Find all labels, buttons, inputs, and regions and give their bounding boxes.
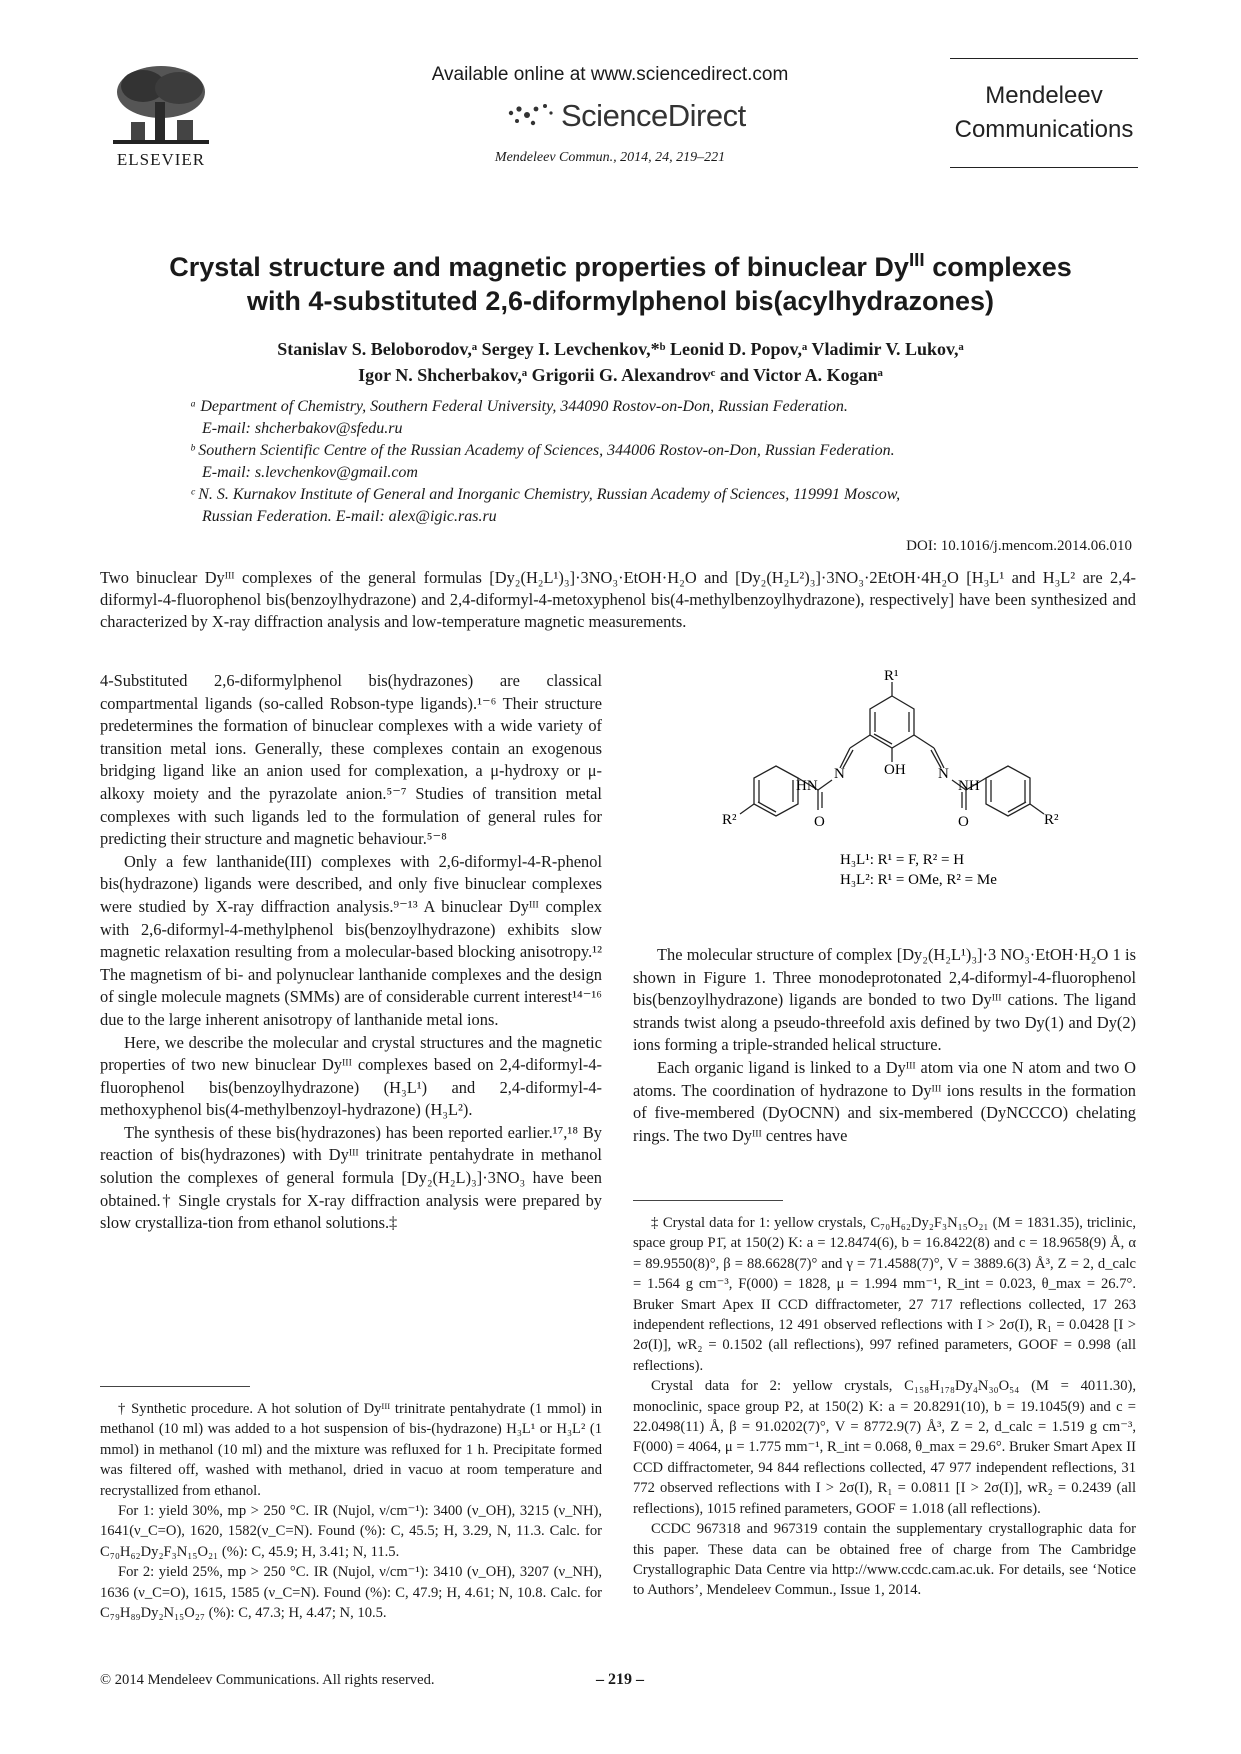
synthesis-footnote <box>100 1376 602 1623</box>
r2-left-label: R² <box>722 812 737 828</box>
body-paragraph-3: Here, we describe the molecular and crystal structures and the magnetic properties of two new binuclear Dyᴵᴵᴵ complexes based on 2,4-diformyl-4-fluorophenol bis(benzoylhydrazone) (H₃L¹) and 2,4-diformyl-4-methoxyphenol bis(4-methylbenzoyl-hydrazone) (H₃L²). <box>100 1032 602 1120</box>
journal-name-box <box>950 58 1138 168</box>
publisher-name: ELSEVIER <box>116 150 206 169</box>
sciencedirect-wordmark: ScienceDirect <box>561 98 746 133</box>
copyright-notice: © 2014 Mendeleev Communications. All rights reserved. <box>100 1672 435 1688</box>
title-line2: with 4-substituted 2,6-diformylphenol bis(acylhydrazones) <box>246 286 995 316</box>
body-paragraph-6: Each organic ligand is linked to a Dyᴵᴵᴵ atom via one N atom and two O atoms. The coordination of hydrazone to Dyᴵᴵᴵ ions results in the formation of five-membered (DyOCNN) and six-membered (DyNCCCO) chelating rings. The two Dyᴵᴵᴵ centres have <box>633 1057 1136 1145</box>
authors-line1: Stanislav S. Beloborodov,ᵃ Sergey I. Levchenkov,*ᵇ Leonid D. Popov,ᵃ Vladimir V. Lukov,ᵃ <box>277 339 964 359</box>
tree-icon <box>107 62 215 150</box>
journal-name-line1: Mendeleev <box>985 82 1103 109</box>
body-paragraph-4: The synthesis of these bis(hydrazones) has been reported earlier.¹⁷,¹⁸ By reaction of bis(hydrazones) with Dyᴵᴵᴵ trinitrate pentahydrate in methanol solution the complexes of general formula [Dy₂(H₂L)₃]·3NO₃ have been obtained.† Single crystals for X-ray diffraction analysis were prepared by slow crystalliza-tion from ethanol solutions.‡ <box>100 1122 602 1233</box>
body-paragraph-5: The molecular structure of complex [Dy₂(H₂L¹)₃]·3 NO₃·EtOH·H₂O 1 is shown in Figure 1. Three monodeprotonated 2,4-diformyl-4-fluorophenol bis(benzoylhydrazone) ligands are bonded to two Dyᴵᴵᴵ cations. The ligand strands twist along a pseudo-threefold axis defined by two Dy(1) and Dy(2) ions forming a triple-stranded helical structure. <box>633 945 1136 1055</box>
footnote-divider <box>100 1386 250 1387</box>
sciencedirect-dots-icon <box>505 101 557 131</box>
footnote-crystal-data-2: Crystal data for 2: yellow crystals, C₁₅₈H₁₇₈Dy₄N₃₀O₅₄ (M = 4011.30), monoclinic, space group P2, at 150(2) K: a = 20.8291(10), b = 19.1045(9) and c = 22.0498(11) Å, β = 91.0202(7)°, V = 8772.9(7) Å³, Z = 2, d_calc = 1.519 g cm⁻³, F(000) = 4064, μ = 1.775 mm⁻¹, R_int = 0.068, θ_max = 29.6°. Bruker Smart Apex II CCD diffractometer, 94 844 reflections collected, 47 977 independent reflections, 31 772 observed reflections with I > 2σ(I), R₁ = 0.0811 [I > 2σ(I)], wR₂ = 0.2439 (all reflections), 1015 refined parameters, GOOF = 1.018 (all reflections). <box>633 1378 1136 1517</box>
affiliation-b-email <box>190 462 1090 484</box>
hn-label: HN <box>796 778 818 794</box>
o-left-label: O <box>814 814 825 830</box>
journal-name <box>950 79 1138 147</box>
ligand-structure-diagram <box>700 668 1080 918</box>
footnote-compound-1: For 1: yield 30%, mp > 250 °C. IR (Nujol, ν/cm⁻¹): 3400 (ν_OH), 3215 (ν_NH), 1641(ν_C=O), 1620, 1582(ν_C=N). Found (%): C, 45.5; H, 3.29, N, 11.3. Calc. for C₇₀H₆₂Dy₂F₃N₁₅O₂₁ (%): C, 45.9; H, 3.41; N, 11.5. <box>100 1503 602 1560</box>
affiliation-b: ᵇ Southern Scientific Centre of the Russian Academy of Sciences, 344006 Rostov-on-Don, Russian Federation. <box>190 442 895 459</box>
body-paragraph-1: 4-Substituted 2,6-diformylphenol bis(hydrazones) are classical compartmental ligands (so-called Robson-type ligands).¹⁻⁶ Their structure predetermines the formation of binuclear complexes with a wide variety of transition metal ions. Generally, these complexes contain an exogenous bridging ligand like an anion used for complexation, a μ-hydroxy or μ-alkoxy moiety and the pyrazolate anion.⁵⁻⁷ Studies of transition metal complexes with such ligands led to the formulation of general rules for predicting their structure and magnetic behaviour.⁵⁻⁸ <box>100 671 602 849</box>
r1-label: R¹ <box>884 668 899 684</box>
footnote-synthesis: † Synthetic procedure. A hot solution of Dyᴵᴵᴵ trinitrate pentahydrate (1 mmol) in methanol (10 ml) was added to a hot suspension of bis-(hydrazone) H₃L¹ or H₃L² (1 mmol) in methanol (10 ml) and the mixture was refluxed for 1 h. Precipitate formed was filtered off, washed with methanol, dried in vacuo at room temperature and recrystallized from ethanol. <box>100 1401 602 1499</box>
sciencedirect-logo <box>505 96 746 136</box>
ligand-legend-2: H₃L²: R¹ = OMe, R² = Me <box>840 872 997 888</box>
footnote-compound-2: For 2: yield 25%, mp > 250 °C. IR (Nujol, ν/cm⁻¹): 3410 (ν_OH), 3207 (ν_NH), 1636 (ν_C=O), 1615, 1585 (ν_C=N). Found (%): C, 47.9; H, 4.61; N, 10.8. Calc. for C₇₉H₈₉Dy₂N₁₅O₂₇ (%): C, 47.3; H, 4.47; N, 10.5. <box>100 1564 602 1622</box>
authors-line2: Igor N. Shcherbakov,ᵃ Grigorii G. Alexandrovᶜ and Victor A. Koganᵃ <box>358 365 883 385</box>
ligand-legend-1: H₃L¹: R¹ = F, R² = H <box>840 852 965 868</box>
oh-label: OH <box>884 762 906 778</box>
page-number: – 219 – <box>596 1671 644 1688</box>
o-right-label: O <box>958 814 969 830</box>
footnote-ccdc: CCDC 967318 and 967319 contain the supplementary crystallographic data for this paper. These data can be obtained free of charge from The Cambridge Crystallographic Data Centre via http://www.ccdc.cam.ac.uk. For details, see ‘Notice to Authors’, Mendeleev Commun., Issue 1, 2014. <box>633 1521 1136 1599</box>
journal-name-line2: Communications <box>954 116 1134 143</box>
r2-right-label: R² <box>1044 812 1059 828</box>
affiliation-c: ᶜ N. S. Kurnakov Institute of General and Inorganic Chemistry, Russian Academy of Sciences, 119991 Moscow, <box>190 486 901 503</box>
affiliation-c-email: Russian Federation. E-mail: alex@igic.ras.ru <box>202 508 497 525</box>
nh-label: NH <box>958 778 980 794</box>
footnote-crystal-data-1: ‡ Crystal data for 1: yellow crystals, C₇₀H₆₂Dy₂F₃N₁₅O₂₁ (M = 1831.35), triclinic, space group P1̄, at 150(2) K: a = 12.8474(6), b = 16.8422(8) and c = 18.9658(9) Å, α = 89.9550(8)°, β = 88.6628(7)° and γ = 71.4588(7)°, V = 3889.6(3) Å³, Z = 2, d_calc = 1.564 g cm⁻³, F(000) = 1828, μ = 1.994 mm⁻¹, R_int = 0.023, θ_max = 26.7°. Bruker Smart Apex II CCD diffractometer, 27 717 reflections collected, 17 263 independent reflections, 12 491 observed reflections with I > 2σ(I), R₁ = 0.0428 [I > 2σ(I)], wR₂ = 0.1502 (all reflections), 997 refined parameters, GOOF = 0.998 (all reflections). <box>633 1215 1136 1374</box>
journal-citation: Mendeleev Commun., 2014, 24, 219–221 <box>494 150 726 165</box>
affiliation-a: ᵃ Department of Chemistry, Southern Federal University, 344090 Rostov-on-Don, Russian Federation. <box>190 398 848 415</box>
affiliation-a-email <box>190 418 1090 440</box>
email-link-a[interactable]: E-mail: shcherbakov@sfedu.ru <box>202 420 403 437</box>
n-right-label: N <box>938 766 949 782</box>
body-paragraph-2: Only a few lanthanide(III) complexes with 2,6-diformyl-4-R-phenol bis(hydrazone) ligands were described, and only five binuclear complexes were studied by X-ray diffraction analysis.⁹⁻¹³ A binuclear Dyᴵᴵᴵ complex with 2,6-diformyl-4-methylphenol bis(benzoylhydrazone) exhibits slow magnetic relaxation resulting from a molecular-based blocking anisotropy.¹² The magnetism of bi- and polynuclear lanthanide complexes and the design of single molecule magnets (SMMs) are of considerable current interest¹⁴⁻¹⁶ due to the large inherent anisotropy of lanthanide metal ions. <box>100 851 602 1029</box>
right-column <box>633 944 1136 1147</box>
n-left-label: N <box>834 766 845 782</box>
paper-title <box>80 250 1161 318</box>
available-online-text: Available online at www.sciencedirect.com <box>431 64 789 85</box>
crystal-data-footnote <box>633 1190 1136 1601</box>
abstract: Two binuclear Dyᴵᴵᴵ complexes of the general formulas [Dy₂(H₂L¹)₃]·3NO₃·EtOH·H₂O and [Dy₂(H₂L²)₃]·3NO₃·2EtOH·4H₂O [H₃L¹ and H₃L² are 2,4-diformyl-4-fluorophenol bis(benzoylhydrazone) and 2,4-diformyl-4-metoxyphenol bis(4-methylbenzoylhydrazone), respectively] have been synthesized and characterized by X-ray diffraction analysis and low-temperature magnetic measurements. <box>100 568 1136 631</box>
email-link-b[interactable]: E-mail: s.levchenkov@gmail.com <box>202 464 418 481</box>
title-line1: Crystal structure and magnetic properties of binuclear $Dy^{III}$ complexes <box>169 250 1072 282</box>
doi-link[interactable]: DOI: 10.1016/j.mencom.2014.06.010 <box>906 538 1132 554</box>
left-column <box>100 670 602 1235</box>
footnote-divider-right <box>633 1200 783 1201</box>
chemical-structure-svg <box>700 668 1080 918</box>
affiliations <box>190 396 1090 528</box>
author-list <box>80 336 1161 388</box>
